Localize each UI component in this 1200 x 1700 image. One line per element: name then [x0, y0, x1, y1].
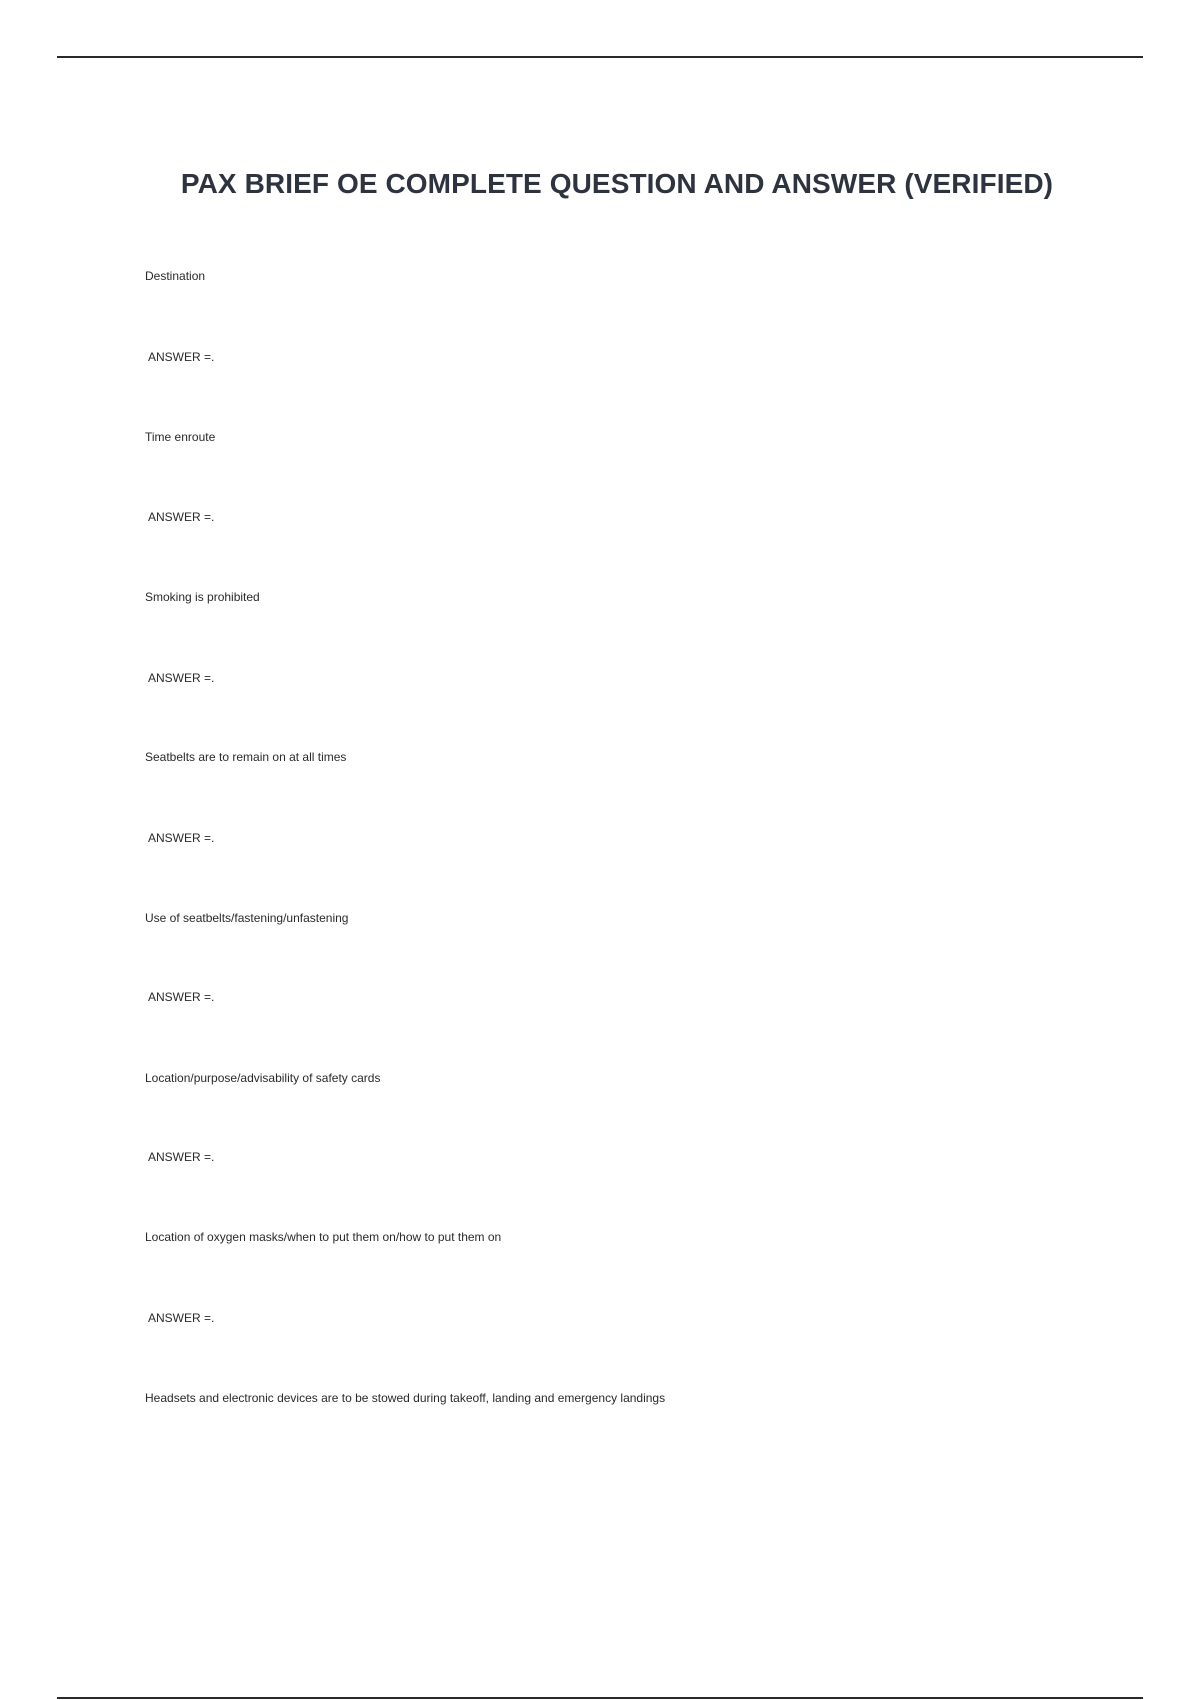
question-text: Location/purpose/advisability of safety cards — [145, 1071, 381, 1085]
header-rule — [57, 56, 1143, 58]
answer-text: ANSWER =. — [148, 831, 215, 845]
document-title: PAX BRIEF OE COMPLETE QUESTION AND ANSWER (VERIFIED) — [180, 168, 1054, 199]
question-text: Time enroute — [145, 430, 216, 444]
question-text: Destination — [145, 269, 206, 283]
answer-text: ANSWER =. — [148, 1150, 215, 1164]
answer-text: ANSWER =. — [148, 510, 215, 524]
question-text: Smoking is prohibited — [145, 590, 260, 604]
question-text: Location of oxygen masks/when to put them on/how to put them on — [145, 1230, 502, 1244]
question-text: Use of seatbelts/fastening/unfastening — [145, 911, 349, 925]
answer-text: ANSWER =. — [148, 671, 215, 685]
answer-text: ANSWER =. — [148, 990, 215, 1004]
question-text: Seatbelts are to remain on at all times — [145, 750, 347, 764]
question-text: Headsets and electronic devices are to be stowed during takeoff, landing and emergency landings — [145, 1391, 666, 1405]
answer-text: ANSWER =. — [148, 1311, 215, 1325]
answer-text: ANSWER =. — [148, 350, 215, 364]
footer-rule — [57, 1697, 1143, 1699]
